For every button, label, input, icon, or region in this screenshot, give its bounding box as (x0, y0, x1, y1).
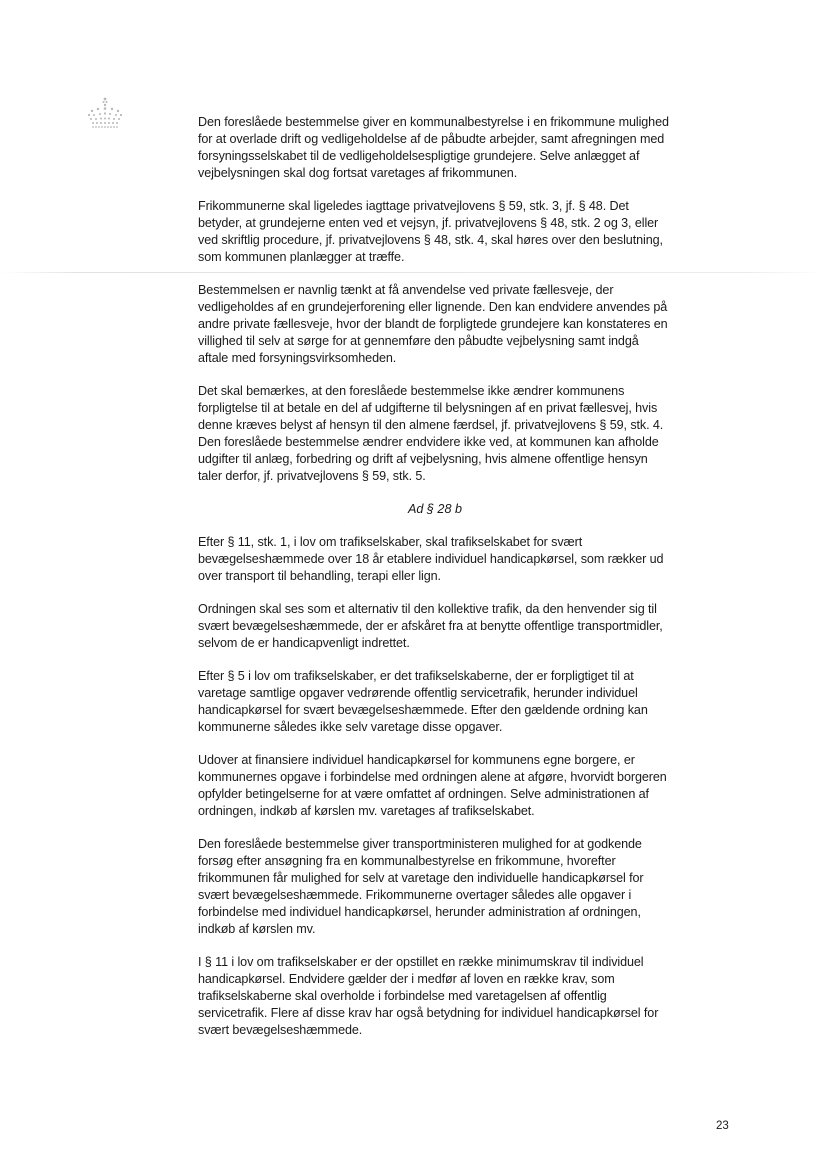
paragraph-line: Frikommunerne skal ligeledes iagttage privatvejlovens § 59, stk. 3, jf. § 48. Det (198, 199, 629, 213)
paragraph-line: Den foreslåede bestemmelse giver transportministeren mulighed for at godkende (198, 837, 642, 851)
paragraph-line: frikommunen får mulighed for selv at varetage den individuelle handicapkørsel for (198, 871, 644, 885)
paragraph-line: opfylder betingelserne for at være omfattet af ordningen. Selve administrationen af (198, 787, 649, 801)
paragraph-line: svært bevægelseshæmmede. Frikommunerne overtager således alle opgaver i (198, 888, 632, 902)
paragraph-line: Efter § 11, stk. 1, i lov om trafikselskaber, skal trafikselskabet for svært (198, 535, 583, 549)
paragraph-line: Ordningen skal ses som et alternativ til den kollektive trafik, da den henvender sig til (198, 602, 657, 616)
paragraph (198, 198, 738, 266)
crown-icon (84, 96, 126, 134)
paragraph-line: som kommunen planlægger at træffe. (198, 250, 405, 264)
paragraph-line: udgifter til anlæg, forbedring og drift af vejbelysning, hvis almene offentlige hensyn (198, 452, 648, 466)
paragraph-line: handicapkørsel. Endvidere gælder der i medfør af loven en række krav, som (198, 972, 615, 986)
paragraph-line: kommunernes opgave i forbindelse med ordningen alene at afgøre, hvorvidt borgeren (198, 770, 667, 784)
paragraph-line: bevægelseshæmmede over 18 år etablere individuel handicapkørsel, som rækker ud (198, 552, 664, 566)
paragraph-line: ved skriftlig procedure, jf. privatvejlovens § 48, stk. 4, skal høres over den beslutning, (198, 233, 663, 247)
paragraph-line: Det skal bemærkes, at den foreslåede bestemmelse ikke ændrer kommunens (198, 384, 625, 398)
paragraph-line: villighed til selv at sørge for at gennemføre den påbudte vejbelysning samt indgå (198, 334, 639, 348)
paragraph-line: servicetrafik. Flere af disse krav har også betydning for individuel handicapkørsel for (198, 1006, 659, 1020)
paragraph-line: ordningen, indkøb af kørslen mv. varetages af trafikselskabet. (198, 804, 535, 818)
paragraph (198, 282, 738, 367)
paragraph-line: taler derfor, jf. privatvejlovens § 59, stk. 5. (198, 469, 426, 483)
page-number: 23 (716, 1120, 729, 1132)
paragraph-line: betyder, at grundejerne enten ved et vejsyn, jf. privatvejlovens § 48, stk. 2 og 3, eller (198, 216, 659, 230)
paragraph (198, 752, 738, 820)
paragraph-line: vedligeholdes af en grundejerforening eller lignende. Den kan endvidere anvendes på (198, 300, 668, 314)
section-heading: Ad § 28 b (408, 502, 462, 516)
paragraph-line: svært bevægelseshæmmede, der er afskåret fra at benytte offentlige transportmidler, (198, 619, 663, 633)
paragraph-line: aftale med forsyningsvirksomheden. (198, 351, 397, 365)
paragraph-line: Den foreslåede bestemmelse giver en kommunalbestyrelse i en frikommune mulighed (198, 115, 669, 129)
paragraph-line: over transport til behandling, terapi eller lign. (198, 569, 441, 583)
paragraph-line: forsøg efter ansøgning fra en kommunalbestyrelse en frikommune, hvorefter (198, 854, 616, 868)
paragraph-line: Efter § 5 i lov om trafikselskaber, er det trafikselskaberne, der er forpligtiget til at (198, 669, 634, 683)
paragraph-line: denne kræves belyst af hensyn til den almene færdsel, jf. privatvejlovens § 59, stk. 4. (198, 418, 664, 432)
paragraph-line: Udover at finansiere individuel handicapkørsel for kommunens egne borgere, er (198, 753, 635, 767)
paragraph-line: forsyningsselskabet til de vedligeholdelsespligtige grundejere. Selve anlægget af (198, 149, 640, 163)
paragraph-line: for at overlade drift og vedligeholdelse af de påbudte arbejder, samt afregningen med (198, 132, 665, 146)
paragraph-line: svært bevægelseshæmmede. (198, 1023, 363, 1037)
paragraph-line: handicapkørsel for svært bevægelseshæmmede. Efter den gældende ordning kan (198, 703, 648, 717)
paragraph-line: varetage samtlige opgaver vedrørende offentlig servicetrafik, herunder individuel (198, 686, 638, 700)
paragraph (198, 383, 738, 485)
paragraph-line: andre private fællesveje, hvor der blandt de forpligtede grundejere kan konstateres en (198, 317, 668, 331)
paragraph-line: I § 11 i lov om trafikselskaber er der opstillet en række minimumskrav til individuel (198, 955, 644, 969)
document-body (198, 114, 738, 1055)
paragraph-line: forpligtelse til at betale en del af udgifterne til belysningen af en privat fællesvej, hvis (198, 401, 658, 415)
paragraph-line: trafikselskaberne skal overholde i forbindelse med varetagelsen af offentlig (198, 989, 607, 1003)
paragraph (198, 836, 738, 938)
paragraph-line: Bestemmelsen er navnlig tænkt at få anvendelse ved private fællesveje, der (198, 283, 614, 297)
paragraph (198, 601, 738, 652)
paragraph (198, 954, 738, 1039)
paragraph (198, 534, 738, 585)
paragraph (198, 114, 738, 182)
paragraph-line: indkøb af kørslen mv. (198, 922, 316, 936)
paragraph (198, 668, 738, 736)
paragraph-line: kommunerne således ikke selv varetage disse opgaver. (198, 720, 503, 734)
paragraph-line: forbindelse med individuel handicapkørsel, herunder administration af ordningen, (198, 905, 641, 919)
paragraph-line: selvom de er handicapvenligt indrettet. (198, 636, 410, 650)
paragraph-line: vejbelysningen skal dog fortsat varetages af frikommunen. (198, 166, 518, 180)
paragraph-line: Den foreslåede bestemmelse ændrer endvidere ikke ved, at kommunen kan afholde (198, 435, 659, 449)
